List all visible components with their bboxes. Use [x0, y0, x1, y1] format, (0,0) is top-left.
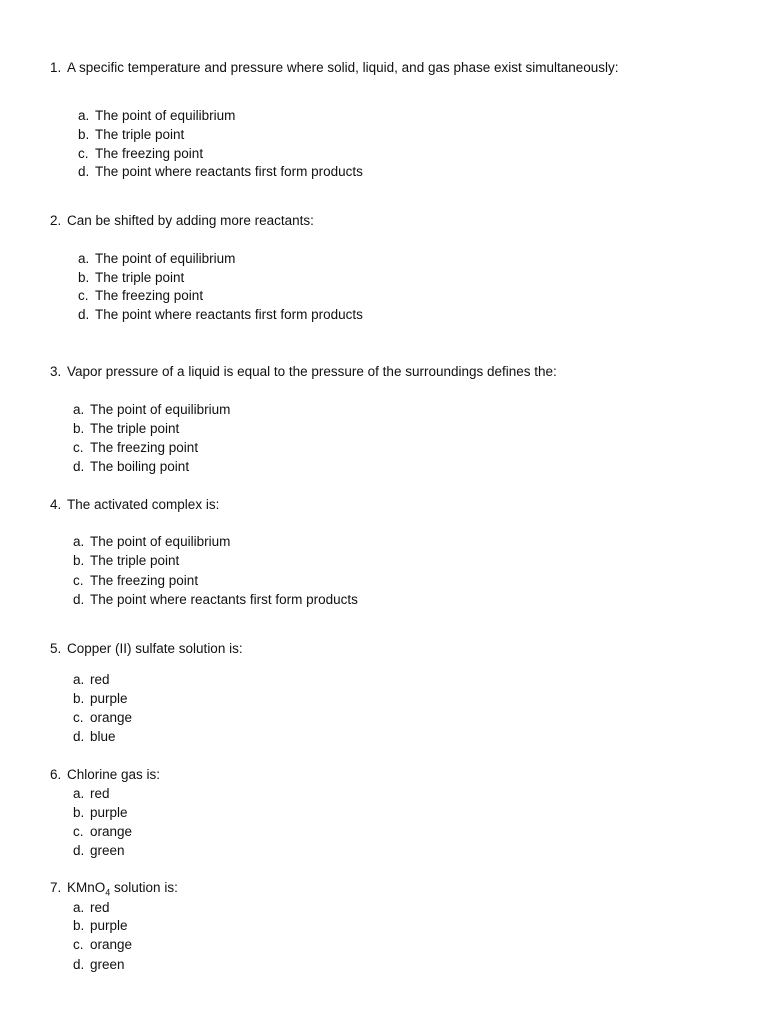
option-letter: a. — [73, 786, 85, 801]
option-4c — [73, 571, 198, 590]
option-5d — [73, 727, 116, 746]
option-text: The point where reactants first form products — [95, 307, 363, 322]
option-6b — [73, 803, 128, 822]
option-2d — [78, 305, 363, 324]
option-text: The freezing point — [90, 573, 199, 588]
question-number: 5. — [50, 641, 62, 656]
option-letter: c. — [73, 440, 84, 455]
option-text: orange — [90, 710, 133, 725]
question-text-rest: solution is: — [110, 880, 178, 895]
option-letter: a. — [78, 251, 90, 266]
option-text: The triple point — [95, 270, 185, 285]
option-letter: d. — [73, 843, 85, 858]
option-letter: c. — [73, 710, 84, 725]
option-text: The point of equilibrium — [95, 108, 236, 123]
option-1b — [78, 125, 184, 144]
option-text: The triple point — [95, 127, 185, 142]
option-letter: c. — [73, 937, 84, 952]
option-letter: c. — [73, 573, 84, 588]
option-7c — [73, 935, 132, 954]
option-7d — [73, 955, 125, 974]
option-letter: a. — [78, 108, 90, 123]
question-number: 2. — [50, 213, 62, 228]
option-text: The freezing point — [95, 288, 204, 303]
option-3c — [73, 438, 198, 457]
question-5 — [50, 639, 243, 658]
option-letter: a. — [73, 672, 85, 687]
option-letter: c. — [78, 146, 89, 161]
question-2 — [50, 211, 314, 230]
option-letter: b. — [73, 553, 85, 568]
option-3a — [73, 400, 230, 419]
question-text: The activated complex is: — [67, 497, 220, 512]
question-4 — [50, 495, 219, 514]
question-text: Can be shifted by adding more reactants: — [67, 213, 314, 228]
option-text: The point where reactants first form products — [90, 592, 358, 607]
option-text: The point of equilibrium — [90, 534, 231, 549]
option-letter: d. — [78, 164, 90, 179]
option-text: The freezing point — [95, 146, 204, 161]
option-6c — [73, 822, 132, 841]
option-text: The triple point — [90, 421, 180, 436]
option-text: The point where reactants first form products — [95, 164, 363, 179]
option-text: orange — [90, 937, 133, 952]
question-text: Copper (II) sulfate solution is: — [67, 641, 243, 656]
option-4d — [73, 590, 358, 609]
question-number: 6. — [50, 767, 62, 782]
option-letter: a. — [73, 900, 85, 915]
question-1 — [50, 58, 619, 77]
option-letter: b. — [73, 918, 85, 933]
option-letter: c. — [73, 824, 84, 839]
question-text: Vapor pressure of a liquid is equal to the pressure of the surroundings defines the: — [67, 364, 557, 379]
option-letter: d. — [73, 592, 85, 607]
question-text: A specific temperature and pressure where solid, liquid, and gas phase exist simultaneously: — [67, 60, 619, 75]
option-letter: b. — [78, 127, 90, 142]
option-2c — [78, 286, 203, 305]
option-text: The triple point — [90, 553, 180, 568]
option-letter: d. — [73, 957, 85, 972]
option-letter: d. — [73, 729, 85, 744]
option-letter: b. — [73, 805, 85, 820]
option-text: blue — [90, 729, 116, 744]
option-letter: b. — [73, 421, 85, 436]
option-3b — [73, 419, 179, 438]
option-6d — [73, 841, 125, 860]
option-letter: c. — [78, 288, 89, 303]
option-text: The freezing point — [90, 440, 199, 455]
option-letter: a. — [73, 534, 85, 549]
formula-subscript: 4 — [105, 887, 111, 898]
option-text: red — [90, 900, 110, 915]
question-7 — [50, 878, 178, 897]
option-6a — [73, 784, 110, 803]
option-text: purple — [90, 805, 128, 820]
option-letter: d. — [73, 459, 85, 474]
option-7a — [73, 898, 110, 917]
option-1c — [78, 144, 203, 163]
question-6 — [50, 765, 160, 784]
option-letter: b. — [73, 691, 85, 706]
option-text: red — [90, 672, 110, 687]
option-text: purple — [90, 691, 128, 706]
option-text: The boiling point — [90, 459, 190, 474]
question-number: 3. — [50, 364, 62, 379]
option-text: green — [90, 957, 125, 972]
option-text: The point of equilibrium — [90, 402, 231, 417]
option-2b — [78, 268, 184, 287]
option-4a — [73, 532, 230, 551]
option-4b — [73, 551, 179, 570]
option-letter: a. — [73, 402, 85, 417]
option-5b — [73, 689, 128, 708]
question-number: 1. — [50, 60, 62, 75]
question-number: 7. — [50, 880, 62, 895]
option-letter: d. — [78, 307, 90, 322]
option-5a — [73, 670, 110, 689]
option-2a — [78, 249, 235, 268]
option-text: green — [90, 843, 125, 858]
option-5c — [73, 708, 132, 727]
option-7b — [73, 916, 128, 935]
question-number: 4. — [50, 497, 62, 512]
option-text: red — [90, 786, 110, 801]
option-1d — [78, 162, 363, 181]
question-text-formula: KMnO — [67, 880, 106, 895]
option-text: purple — [90, 918, 128, 933]
option-1a — [78, 106, 235, 125]
option-letter: b. — [78, 270, 90, 285]
question-3 — [50, 362, 557, 381]
option-text: The point of equilibrium — [95, 251, 236, 266]
option-text: orange — [90, 824, 133, 839]
question-text: Chlorine gas is: — [67, 767, 161, 782]
option-3d — [73, 457, 189, 476]
